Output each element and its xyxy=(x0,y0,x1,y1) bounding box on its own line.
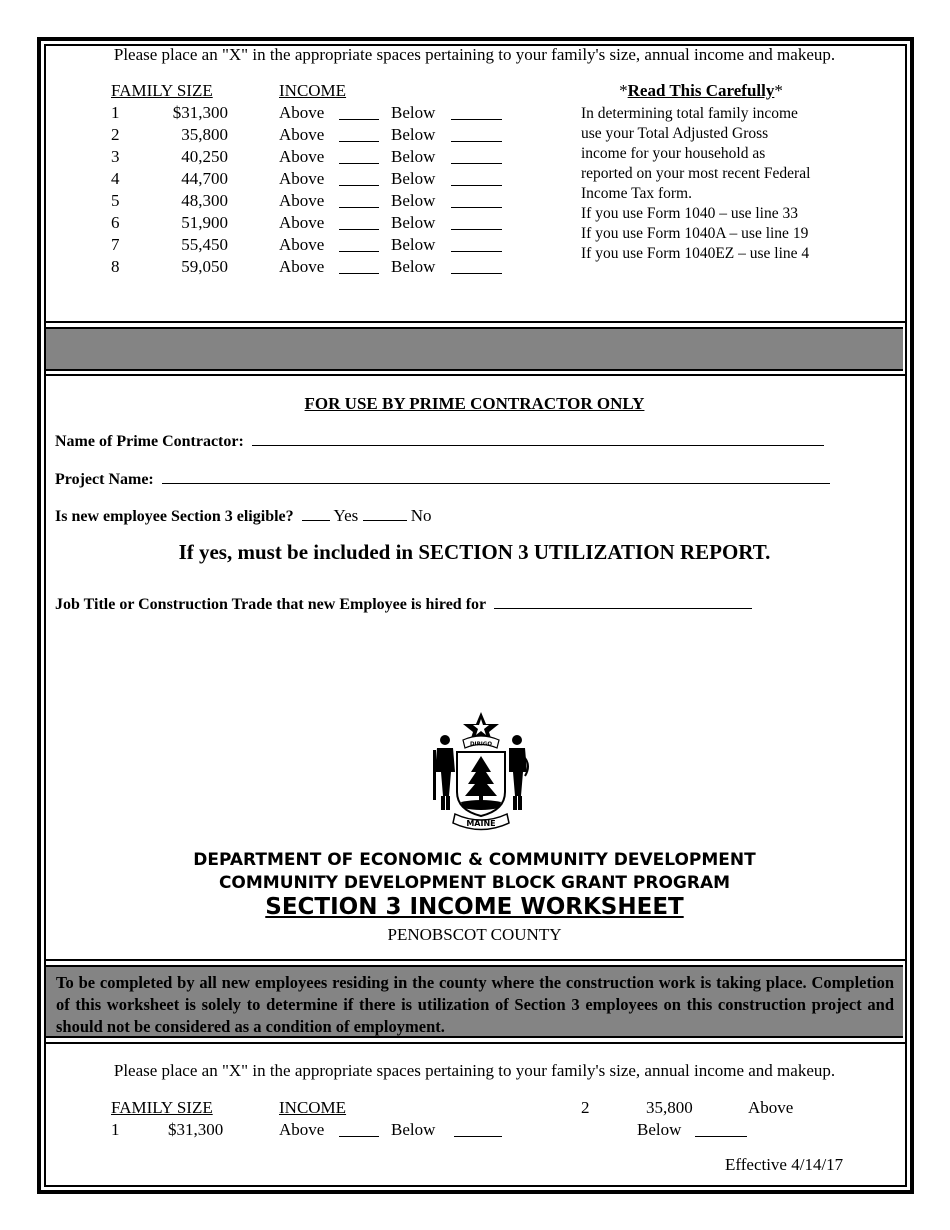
above-label: Above xyxy=(748,1098,794,1117)
above-blank[interactable] xyxy=(339,127,379,142)
prime-contractor-field[interactable] xyxy=(252,431,824,446)
above-blank[interactable] xyxy=(339,171,379,186)
prime-contractor-label: Name of Prime Contractor: xyxy=(55,433,244,450)
family-size-cell: 2 xyxy=(111,125,120,144)
amount-cell: $31,300 xyxy=(172,103,228,122)
yes-label: Yes xyxy=(333,506,359,525)
below-label: Below xyxy=(391,191,436,210)
family-size-cell: 1 xyxy=(111,103,120,122)
above-blank[interactable] xyxy=(339,259,379,274)
amount-cell: 35,800 xyxy=(646,1098,693,1117)
note-line: If you use Form 1040 – use line 33 xyxy=(581,205,798,222)
notice-text: To be completed by all new employees residing in the county where the construction work is taking place. Completion of this worksheet is solely to determine if there is utilization of Section 3 employees on this construction project and should not be considered as a condition of employment. xyxy=(56,973,894,1036)
above-blank[interactable] xyxy=(339,215,379,230)
worksheet-title: SECTION 3 INCOME WORKSHEET xyxy=(265,894,684,920)
amount-cell: 40,250 xyxy=(181,147,228,166)
seal-mariner xyxy=(512,735,522,745)
note-line: If you use Form 1040EZ – use line 4 xyxy=(581,245,810,262)
above-blank[interactable] xyxy=(339,105,379,120)
family-size-header: FAMILY SIZE xyxy=(111,81,213,100)
amount-cell: 48,300 xyxy=(181,191,228,210)
amount-cell: $31,300 xyxy=(168,1120,224,1139)
above-blank[interactable] xyxy=(339,193,379,208)
above-label: Above xyxy=(279,169,325,188)
family-size-cell: 7 xyxy=(111,235,120,254)
above-label: Above xyxy=(279,235,325,254)
above-blank[interactable] xyxy=(339,237,379,252)
below-label: Below xyxy=(391,1120,436,1139)
above-label: Above xyxy=(279,1120,325,1139)
below-blank[interactable] xyxy=(451,127,502,142)
below-blank[interactable] xyxy=(451,215,502,230)
amount-cell: 35,800 xyxy=(181,125,228,144)
family-size-cell: 2 xyxy=(581,1098,590,1117)
family-size-cell: 8 xyxy=(111,257,120,276)
income-header: INCOME xyxy=(279,1098,347,1117)
below-blank[interactable] xyxy=(451,237,502,252)
family-size-cell: 6 xyxy=(111,213,120,232)
yes-blank[interactable] xyxy=(302,506,330,521)
note-line: If you use Form 1040A – use line 19 xyxy=(581,225,809,242)
above-label: Above xyxy=(279,257,325,276)
below-blank[interactable] xyxy=(451,193,502,208)
utilization-notice: If yes, must be included in SECTION 3 UTILIZATION REPORT. xyxy=(178,540,771,564)
bottom-table-header xyxy=(0,1098,950,1120)
amount-cell: 44,700 xyxy=(181,169,228,188)
notice-box xyxy=(46,965,903,1038)
project-name-label: Project Name: xyxy=(55,471,154,488)
below-label: Below xyxy=(391,169,436,188)
seal-motto: DIRIGO xyxy=(469,741,493,748)
below-label: Below xyxy=(391,213,436,232)
no-label: No xyxy=(410,506,432,525)
note-line: reported on your most recent Federal xyxy=(581,165,811,182)
grey-band xyxy=(46,327,903,371)
below-blank[interactable] xyxy=(451,259,502,274)
family-size-cell: 3 xyxy=(111,147,120,166)
note-heading: *Read This Carefully* xyxy=(619,81,783,100)
project-name-row xyxy=(55,469,830,489)
note-line: use your Total Adjusted Gross xyxy=(581,125,769,142)
contractor-heading: FOR USE BY PRIME CONTRACTOR ONLY xyxy=(304,394,645,413)
job-title-label: Job Title or Construction Trade that new Employee is hired for xyxy=(55,596,486,613)
above-label: Above xyxy=(279,191,325,210)
county-name: PENOBSCOT COUNTY xyxy=(387,925,562,944)
section-divider xyxy=(44,959,905,961)
below-blank[interactable] xyxy=(454,1122,502,1137)
family-size-cell: 5 xyxy=(111,191,120,210)
below-label: Below xyxy=(391,147,436,166)
project-name-field[interactable] xyxy=(162,469,830,484)
seal-banner-text: MAINE xyxy=(466,819,496,828)
below-label: Below xyxy=(391,257,436,276)
section-divider xyxy=(44,321,905,323)
job-title-row xyxy=(55,594,752,614)
below-blank[interactable] xyxy=(451,171,502,186)
below-label: Below xyxy=(391,235,436,254)
job-title-field[interactable] xyxy=(494,594,752,609)
maine-seal xyxy=(425,710,537,832)
below-label: Below xyxy=(391,125,436,144)
prime-contractor-row xyxy=(55,431,824,451)
above-label: Above xyxy=(279,125,325,144)
bottom-instruction: Please place an "X" in the appropriate spaces pertaining to your family's size, annual income and makeup. xyxy=(113,1061,836,1080)
eligible-label: Is new employee Section 3 eligible? xyxy=(55,508,294,525)
no-blank[interactable] xyxy=(363,506,407,521)
amount-cell: 55,450 xyxy=(181,235,228,254)
income-header: INCOME xyxy=(279,81,347,100)
above-label: Above xyxy=(279,103,325,122)
below-label: Below xyxy=(391,103,436,122)
family-size-header: FAMILY SIZE xyxy=(111,1098,213,1117)
section-divider xyxy=(44,1042,905,1044)
note-line: In determining total family income xyxy=(581,105,798,122)
above-label: Above xyxy=(279,213,325,232)
family-size-cell: 1 xyxy=(111,1120,120,1139)
amount-cell: 51,900 xyxy=(181,213,228,232)
note-line: income for your household as xyxy=(581,145,766,162)
bottom-table-row xyxy=(0,1120,950,1142)
note-body xyxy=(581,104,881,264)
below-blank[interactable] xyxy=(451,149,502,164)
dept-name: DEPARTMENT OF ECONOMIC & COMMUNITY DEVELOPMENT xyxy=(193,850,756,870)
effective-date: Effective 4/14/17 xyxy=(725,1155,844,1174)
below-label: Below xyxy=(637,1120,682,1139)
section-divider xyxy=(44,374,905,376)
above-label: Above xyxy=(279,147,325,166)
program-name: COMMUNITY DEVELOPMENT BLOCK GRANT PROGRAM xyxy=(218,873,731,893)
family-size-cell: 4 xyxy=(111,169,120,188)
top-instruction: Please place an "X" in the appropriate spaces pertaining to your family's size, annual income and makeup. xyxy=(113,45,836,64)
section3-eligible-row xyxy=(55,506,432,526)
note-line: Income Tax form. xyxy=(581,185,692,202)
amount-cell: 59,050 xyxy=(181,257,228,276)
below-blank[interactable] xyxy=(695,1122,747,1137)
below-blank[interactable] xyxy=(451,105,502,120)
above-blank[interactable] xyxy=(339,1122,379,1137)
above-blank[interactable] xyxy=(339,149,379,164)
seal-farmer xyxy=(440,735,450,745)
